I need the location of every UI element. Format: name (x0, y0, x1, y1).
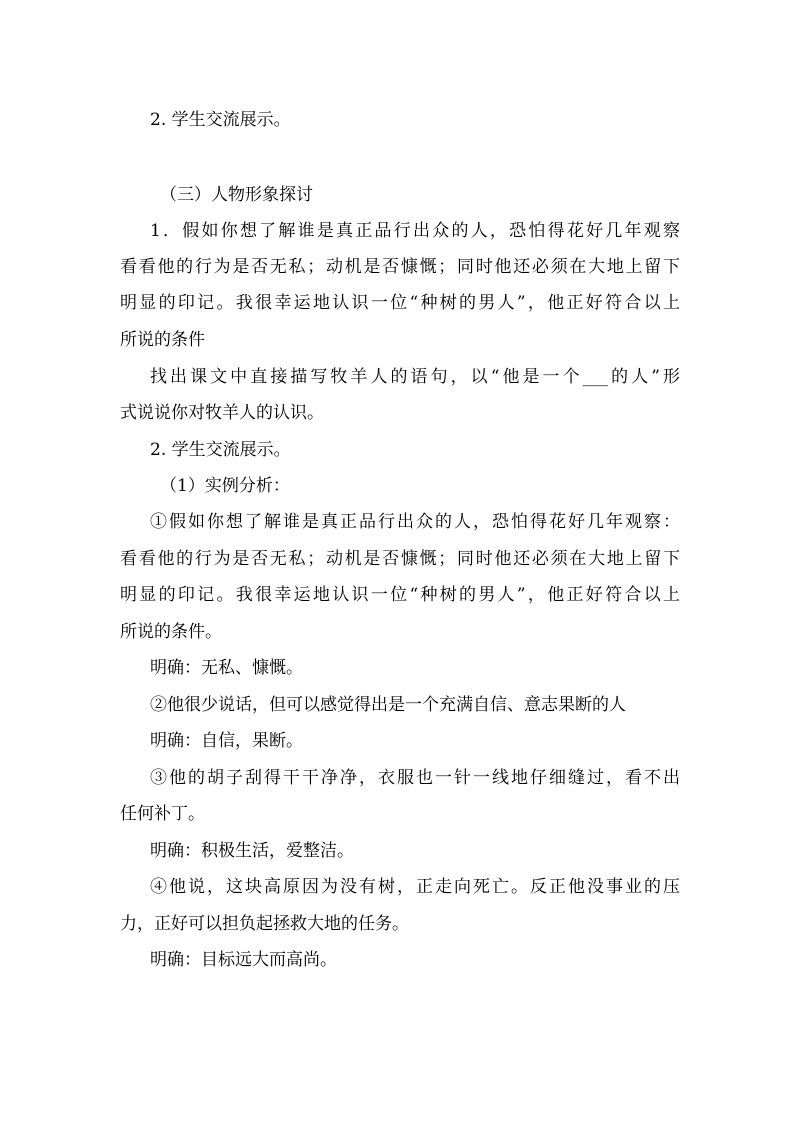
text-line: 明显的印记。我很幸运地认识一位“种树的男人”，他正好符合以上 (120, 293, 680, 313)
answer-line: 明确：目标远大而高尚。 (150, 950, 337, 970)
text-line: 1．假如你想了解谁是真正品行出众的人，恐怕得花好几年观察 (150, 221, 680, 241)
text-line: 2. 学生交流展示。 (150, 440, 291, 460)
text-line: 所说的条件。 (120, 622, 222, 642)
text-line: ③他的胡子刮得干干净净，衣服也一针一线地仔细缝过，看不出 (150, 768, 680, 788)
text-line: ①假如你想了解谁是真正品行出众的人，恐怕得花好几年观察： (150, 512, 680, 532)
text-line: ②他很少说话，但可以感觉得出是一个充满自信、意志果断的人 (150, 695, 626, 715)
text-line: 明显的印记。我很幸运地认识一位“种树的男人”，他正好符合以上 (120, 585, 680, 605)
text-line: 式说说你对牧羊人的认识。 (120, 403, 324, 423)
text-line: ④他说，这块高原因为没有树，正走向死亡。反正他没事业的压 (150, 877, 680, 897)
text-line: 看看他的行为是否无私；动机是否慷慨；同时他还必须在大地上留下 (120, 549, 680, 569)
text-line: 任何补丁。 (120, 804, 205, 824)
answer-line: 明确：无私、慷慨。 (150, 658, 303, 678)
section-heading: （三）人物形象探讨 (160, 185, 313, 205)
text-line: 2. 学生交流展示。 (150, 110, 291, 130)
text-line: 看看他的行为是否无私；动机是否慷慨；同时他还必须在大地上留下 (120, 257, 680, 277)
answer-line: 明确：积极生活，爱整洁。 (150, 841, 354, 861)
answer-line: 明确：自信，果断。 (150, 731, 303, 751)
text-line: 力，正好可以担负起拯救大地的任务。 (120, 914, 409, 934)
text-line: 找出课文中直接描写牧羊人的语句，以“他是一个___的人”形 (150, 367, 680, 387)
text-line: 所说的条件 (120, 330, 205, 350)
subsection-heading: （1）实例分析： (160, 476, 290, 496)
